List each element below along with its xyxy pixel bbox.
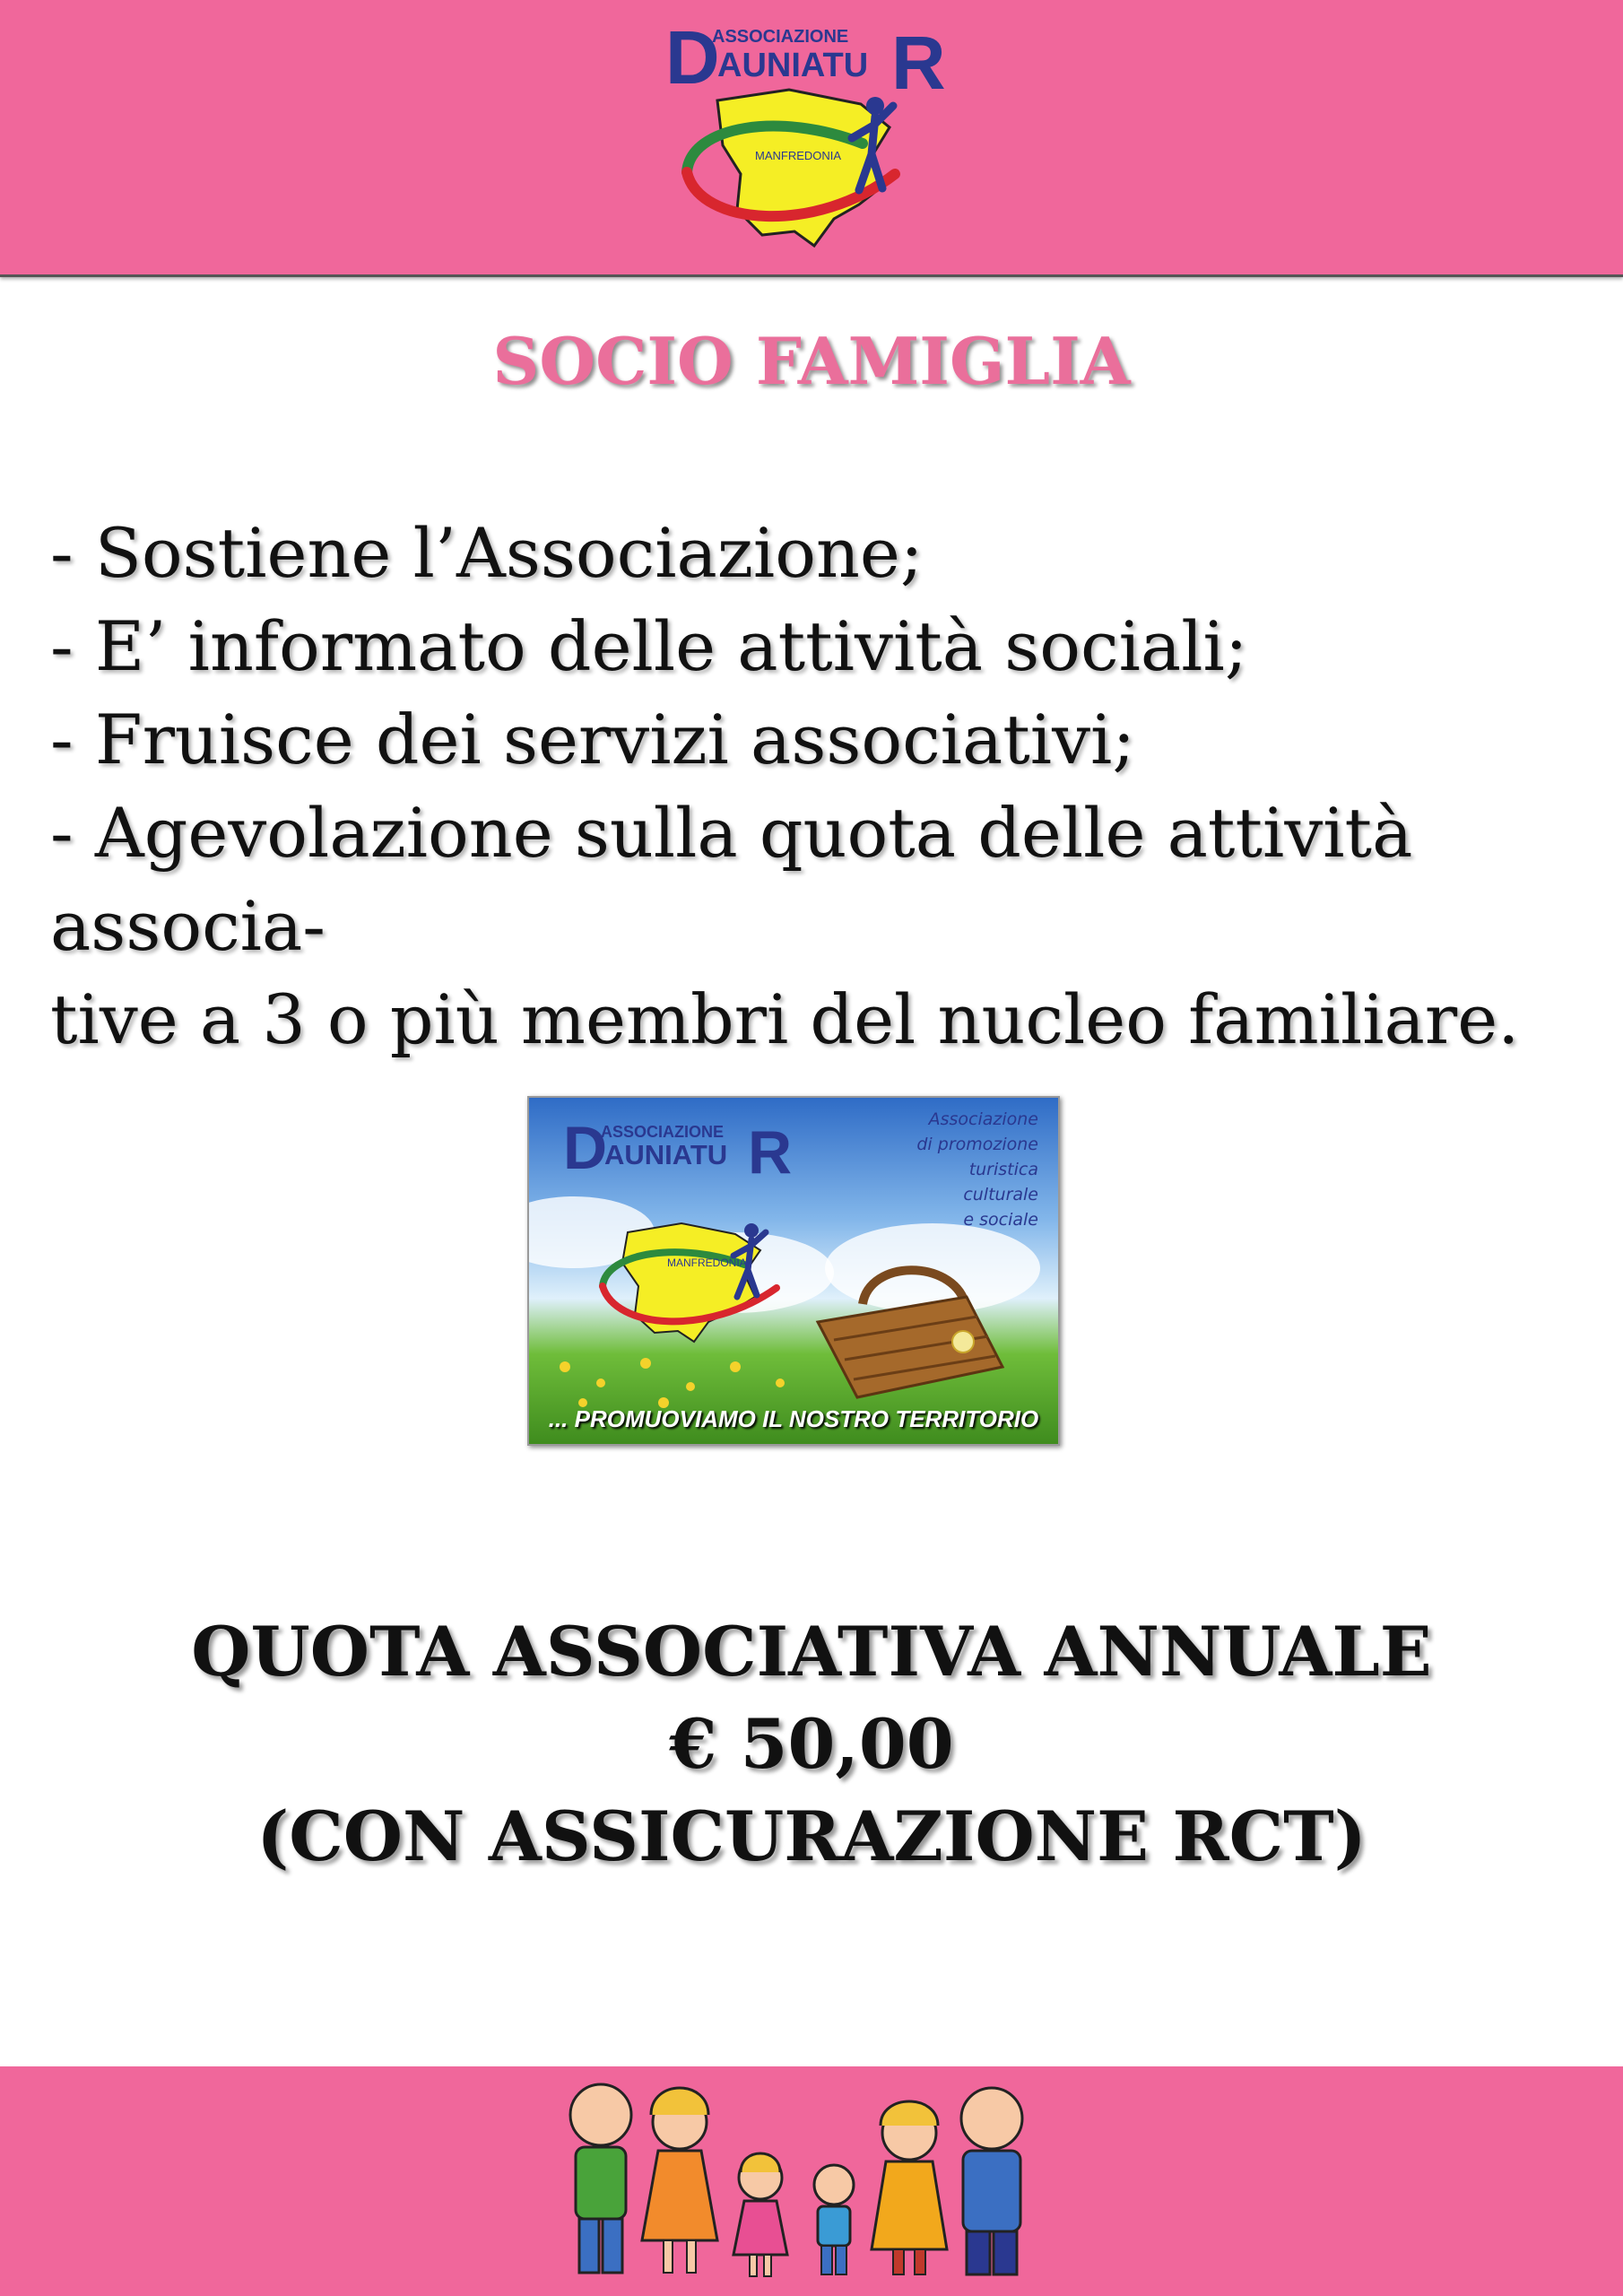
- family-illustration: [565, 2079, 1067, 2285]
- card-town-label: MANFREDONIA: [667, 1257, 747, 1269]
- page-title: SOCIO FAMIGLIA: [492, 323, 1131, 399]
- logo-name: AUNIATU: [717, 47, 869, 84]
- benefits-list: [50, 507, 1593, 1066]
- benefit-item: - Fruisce dei servizi associativi;: [50, 700, 1135, 779]
- card-description-line: turistica: [968, 1160, 1038, 1179]
- benefit-item: - Agevolazione sulla quota delle attività associa-: [50, 793, 1413, 966]
- card-description-line: Associazione: [928, 1109, 1038, 1129]
- card-logo-association-label: ASSOCIAZIONE: [601, 1123, 725, 1141]
- logo-town-label: MANFREDONIA: [755, 149, 842, 162]
- association-logo: [655, 15, 946, 255]
- family-member-figure: [961, 2088, 1022, 2274]
- card-description-line: di promozione: [916, 1135, 1038, 1154]
- flowers-decoration: [560, 1358, 785, 1408]
- family-member-figure: [872, 2101, 947, 2274]
- logo-final-letter: R: [891, 21, 946, 105]
- family-member-figure: [570, 2084, 631, 2273]
- card-description-line: culturale: [963, 1185, 1038, 1205]
- membership-fee: [0, 1605, 1623, 1883]
- family-member-figure: [814, 2165, 854, 2274]
- family-member-figure: [733, 2153, 787, 2276]
- card-logo-name: AUNIATU: [604, 1139, 728, 1170]
- fee-insurance-note: (CON ASSICURAZIONE RCT): [256, 1796, 1367, 1876]
- card-logo-final-letter: R: [748, 1118, 793, 1187]
- card-slogan: ... PROMUOVIAMO IL NOSTRO TERRITORIO: [548, 1405, 1039, 1432]
- logo-initial: D: [665, 15, 718, 100]
- logo-association-label: ASSOCIAZIONE: [712, 27, 849, 47]
- card-description: [850, 1107, 1038, 1232]
- benefit-item: - E’ informato delle attività sociali;: [50, 606, 1248, 686]
- association-card-image: [527, 1096, 1060, 1446]
- benefit-item: tive a 3 o più membri del nucleo familiare.: [50, 979, 1520, 1059]
- fee-heading: QUOTA ASSOCIATIVA ANNUALE: [191, 1612, 1432, 1692]
- logo-wordmark: [665, 15, 946, 105]
- header-band: [0, 0, 1623, 277]
- card-logo-wordmark: [563, 1114, 793, 1187]
- family-member-figure: [642, 2088, 717, 2273]
- card-description-line: e sociale: [963, 1210, 1038, 1230]
- benefit-item: - Sostiene l’Associazione;: [50, 513, 924, 593]
- picnic-basket-icon: [818, 1270, 1002, 1397]
- card-logo-initial: D: [563, 1114, 606, 1182]
- fee-amount: € 50,00: [669, 1704, 954, 1784]
